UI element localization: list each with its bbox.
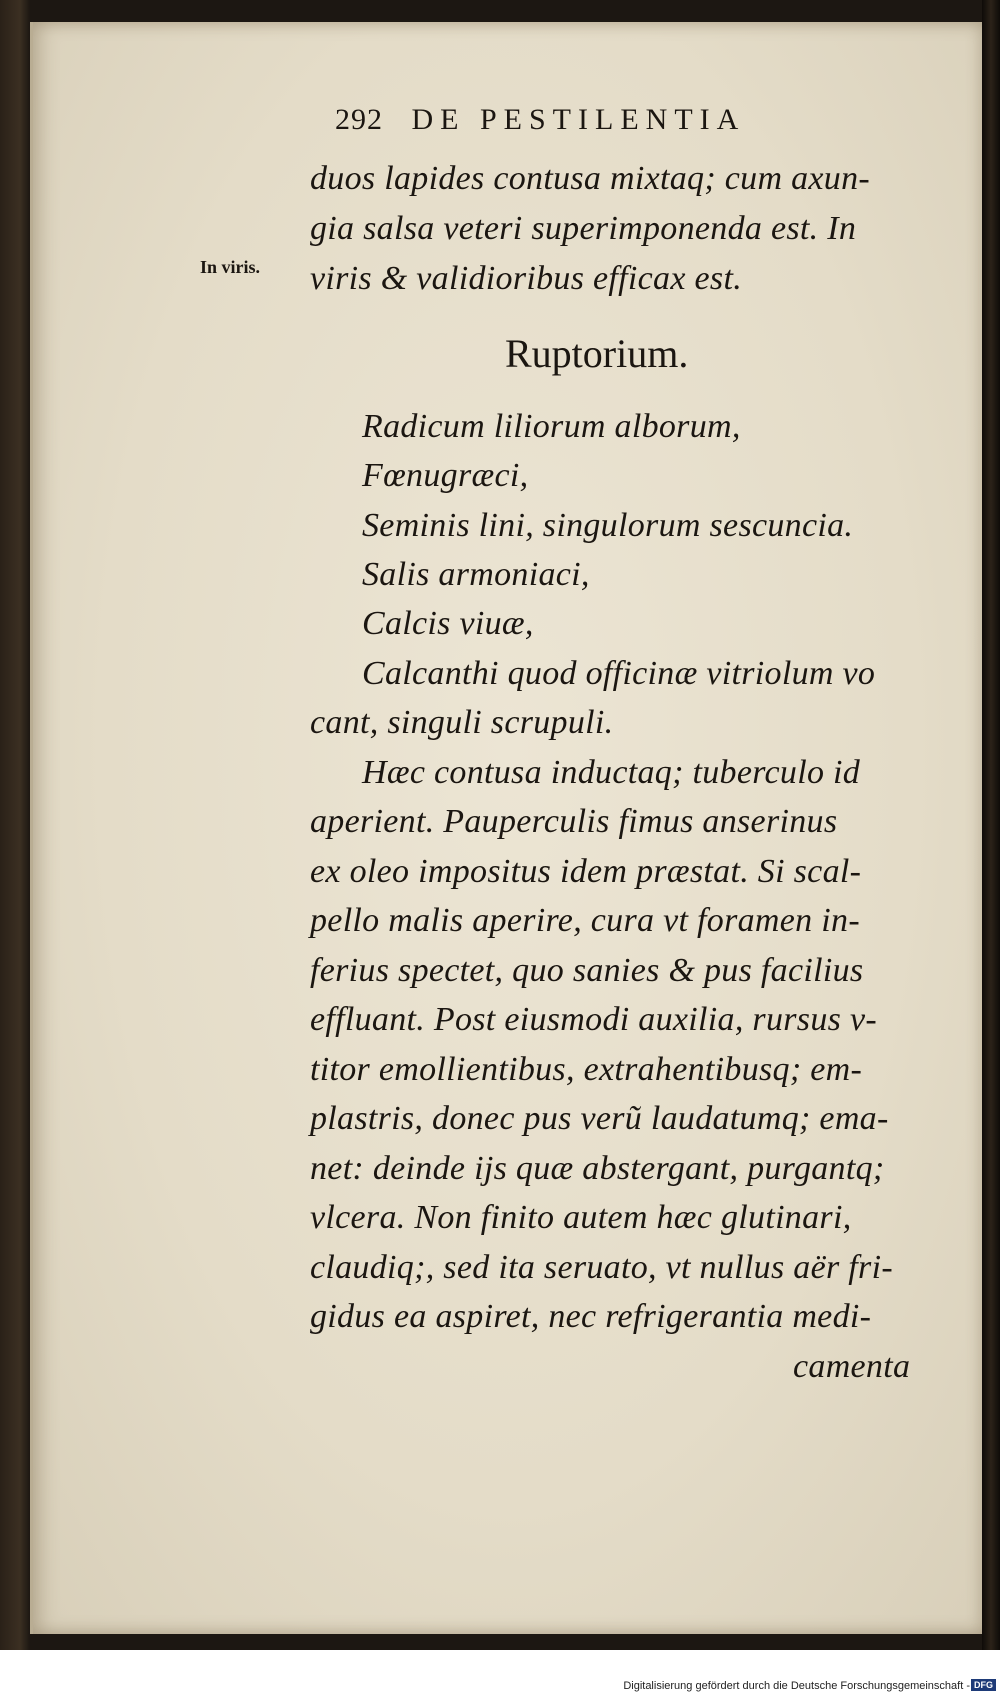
section-heading: Ruptorium. xyxy=(505,331,689,376)
recipe-line: Radicum liliorum alborum, xyxy=(362,408,741,445)
text-line: viris & validioribus efficax est. xyxy=(310,260,743,297)
text-line: effluant. Post eiusmodi auxilia, rursus v- xyxy=(310,1001,877,1038)
text-line: pello malis aperire, cura vt foramen in- xyxy=(310,902,860,939)
text-line: aperient. Pauperculis fimus anserinus xyxy=(310,803,838,840)
recipe-line: Salis armoniaci, xyxy=(362,556,590,593)
recipe-line: Calcis viuæ, xyxy=(362,605,534,642)
recipe-line: Calcanthi quod officinæ vitriolum vo xyxy=(362,655,876,692)
recipe-line: Fœnugræci, xyxy=(362,457,529,494)
page-edge xyxy=(982,0,1000,1650)
text-line: claudiq;, sed ita seruato, vt nullus aër fri- xyxy=(310,1249,893,1286)
text-line: duos lapides contusa mixtaq; cum axun- xyxy=(310,160,871,197)
text-line: gia salsa veteri superimponenda est. In xyxy=(310,210,857,247)
text-line: net: deinde ijs quæ abstergant, purgantq; xyxy=(310,1150,885,1187)
footer-credit: Digitalisierung gefördert durch die Deutsche Forschungsgemeinschaft - xyxy=(623,1680,970,1692)
margin-note: In viris. xyxy=(200,257,261,277)
recipe-line: Seminis lini, singulorum sescuncia. xyxy=(362,507,854,544)
dfg-logo: DFG xyxy=(971,1679,996,1691)
text-line: gidus ea aspiret, nec refrigerantia medi- xyxy=(310,1298,872,1335)
running-header xyxy=(335,103,745,137)
text-line: plastris, donec pus verũ laudatumq; ema- xyxy=(310,1100,889,1137)
text-line: Hæc contusa inductaq; tuberculo id xyxy=(362,754,861,791)
recipe-line: cant, singuli scrupuli. xyxy=(310,704,614,741)
running-title: DE PESTILENTIA xyxy=(411,103,746,136)
page-number: 292 xyxy=(335,103,383,136)
text-line: titor emollientibus, extrahentibusq; em- xyxy=(310,1051,863,1088)
text-line: ex oleo impositus idem præstat. Si scal- xyxy=(310,853,862,890)
text-line: vlcera. Non finito autem hæc glutinari, xyxy=(310,1199,852,1236)
text-line: ferius spectet, quo sanies & pus facilius xyxy=(310,952,864,989)
catchword: camenta xyxy=(793,1348,911,1385)
